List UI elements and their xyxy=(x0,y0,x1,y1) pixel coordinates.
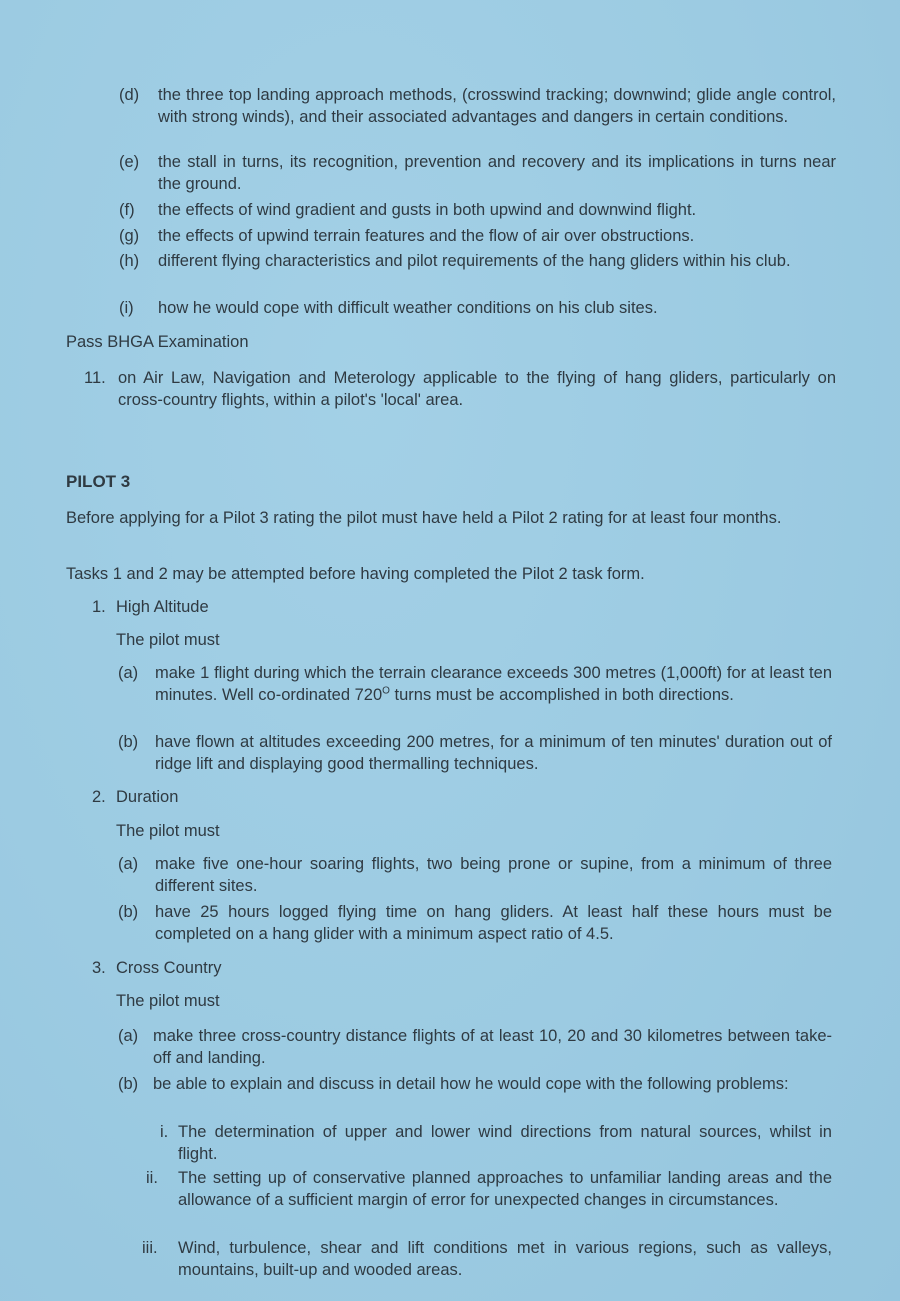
list-text: make five one-hour soaring flights, two being prone or supine, from a minimum of three different sites. xyxy=(155,855,832,895)
task-label: 1. xyxy=(92,598,106,616)
list-label: (h) xyxy=(119,252,140,270)
list-label: (a) xyxy=(118,664,139,682)
list-label: (g) xyxy=(119,227,140,245)
list-label: iii. xyxy=(142,1239,158,1257)
section-heading-pilot-3: PILOT 3 xyxy=(66,472,131,491)
list-text: make three cross-country distance flights of at least 10, 20 and 30 kilometres between take-off and landing. xyxy=(153,1027,832,1067)
task-label: 2. xyxy=(92,788,106,806)
list-text: the stall in turns, its recognition, prevention and recovery and its implications in turns near the ground. xyxy=(158,153,836,193)
list-text: have 25 hours logged flying time on hang gliders. At least half these hours must be completed on a hang glider with a minimum aspect ratio of 4.5. xyxy=(155,903,832,943)
list-text: The determination of upper and lower wind directions from natural sources, whilst in flight. xyxy=(178,1123,832,1163)
task-label: 3. xyxy=(92,959,106,977)
list-label: (i) xyxy=(119,299,134,317)
list-text: The setting up of conservative planned approaches to unfamiliar landing areas and the allowance of a sufficient margin of error for unexpected changes in circumstances. xyxy=(178,1169,832,1209)
pilot-must-label: The pilot must xyxy=(116,992,220,1010)
list-text: the effects of upwind terrain features and the flow of air over obstructions. xyxy=(158,227,695,245)
degree-mark: O xyxy=(382,685,390,697)
list-label: (b) xyxy=(118,1075,139,1093)
list-label: (b) xyxy=(118,733,139,751)
exam-heading: Pass BHGA Examination xyxy=(66,333,249,351)
tasks-note: Tasks 1 and 2 may be attempted before having completed the Pilot 2 task form. xyxy=(66,565,645,583)
list-label: i. xyxy=(160,1123,169,1141)
exam-text: on Air Law, Navigation and Meterology applicable to the flying of hang gliders, particularly on cross-country flights, within a pilot's 'local' area. xyxy=(118,369,836,409)
list-text: the three top landing approach methods, (crosswind tracking; downwind; glide angle control, with strong winds), and their associated advantages and dangers in certain conditions. xyxy=(158,86,836,126)
list-label: (f) xyxy=(119,201,135,219)
list-text: be able to explain and discuss in detail how he would cope with the following problems: xyxy=(153,1075,789,1093)
list-text: Wind, turbulence, shear and lift conditions met in various regions, such as valleys, mountains, built-up and wooded areas. xyxy=(178,1239,832,1279)
task-title-duration: Duration xyxy=(116,788,179,806)
list-text: different flying characteristics and pilot requirements of the hang gliders within his club. xyxy=(158,252,791,270)
text-part: turns must be accomplished in both directions. xyxy=(389,686,734,704)
list-text: how he would cope with difficult weather conditions on his club sites. xyxy=(158,299,658,317)
list-label: (a) xyxy=(118,855,139,873)
exam-label: 11. xyxy=(84,369,106,387)
text-part: make 1 flight during which the terrain clearance exceeds 300 metres (1,000ft) for at least ten minutes. Well co-ordinated 720 xyxy=(155,664,832,704)
list-label: (a) xyxy=(118,1027,139,1045)
list-label: (e) xyxy=(119,153,140,171)
list-text: have flown at altitudes exceeding 200 metres, for a minimum of ten minutes' duration out of ridge lift and displaying good thermalling techniques. xyxy=(155,733,832,773)
task-title-cross-country: Cross Country xyxy=(116,959,222,977)
list-label: (d) xyxy=(119,86,140,104)
list-label: (b) xyxy=(118,903,139,921)
task-title-high-altitude: High Altitude xyxy=(116,598,209,616)
list-label: ii. xyxy=(146,1169,158,1187)
pilot-must-label: The pilot must xyxy=(116,631,220,649)
list-text xyxy=(155,662,832,706)
pilot-must-label: The pilot must xyxy=(116,822,220,840)
list-text: the effects of wind gradient and gusts in both upwind and downwind flight. xyxy=(158,201,697,219)
pilot3-intro: Before applying for a Pilot 3 rating the pilot must have held a Pilot 2 rating for at least four months. xyxy=(66,509,782,527)
